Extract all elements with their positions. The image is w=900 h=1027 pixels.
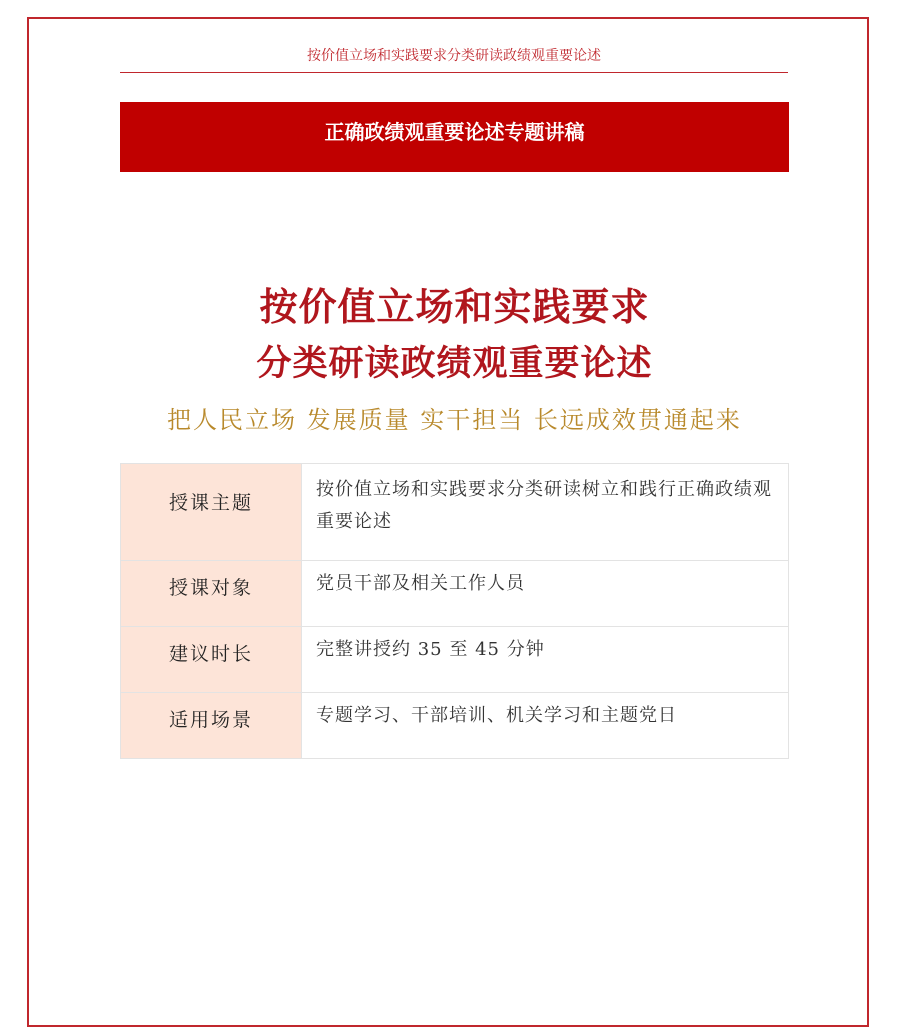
- audience-value: 党员干部及相关工作人员: [302, 561, 789, 627]
- table-row: [121, 464, 789, 561]
- table-row: [121, 627, 789, 693]
- scene-label: 适用场景: [121, 693, 302, 759]
- duration-value: 完整讲授约 35 至 45 分钟: [302, 627, 789, 693]
- topic-label: 授课主题: [121, 464, 302, 561]
- title-banner: [120, 102, 789, 172]
- table-row: [121, 693, 789, 759]
- main-title-line-1: 按价值立场和实践要求: [259, 285, 650, 329]
- header-divider: [120, 72, 788, 73]
- main-title-line-2: 分类研读政绩观重要论述: [256, 344, 653, 384]
- running-header: 按价值立场和实践要求分类研读政绩观重要论述: [307, 48, 601, 64]
- banner-label: 正确政绩观重要论述专题讲稿: [324, 120, 585, 144]
- subtitle: 把人民立场 发展质量 实干担当 长远成效贯通起来: [167, 406, 742, 434]
- table-row: [121, 561, 789, 627]
- duration-label: 建议时长: [121, 627, 302, 693]
- audience-label: 授课对象: [121, 561, 302, 627]
- course-info-table: [120, 463, 789, 759]
- topic-value: 按价值立场和实践要求分类研读树立和践行正确政绩观重要论述: [302, 464, 789, 561]
- scene-value: 专题学习、干部培训、机关学习和主题党日: [302, 693, 789, 759]
